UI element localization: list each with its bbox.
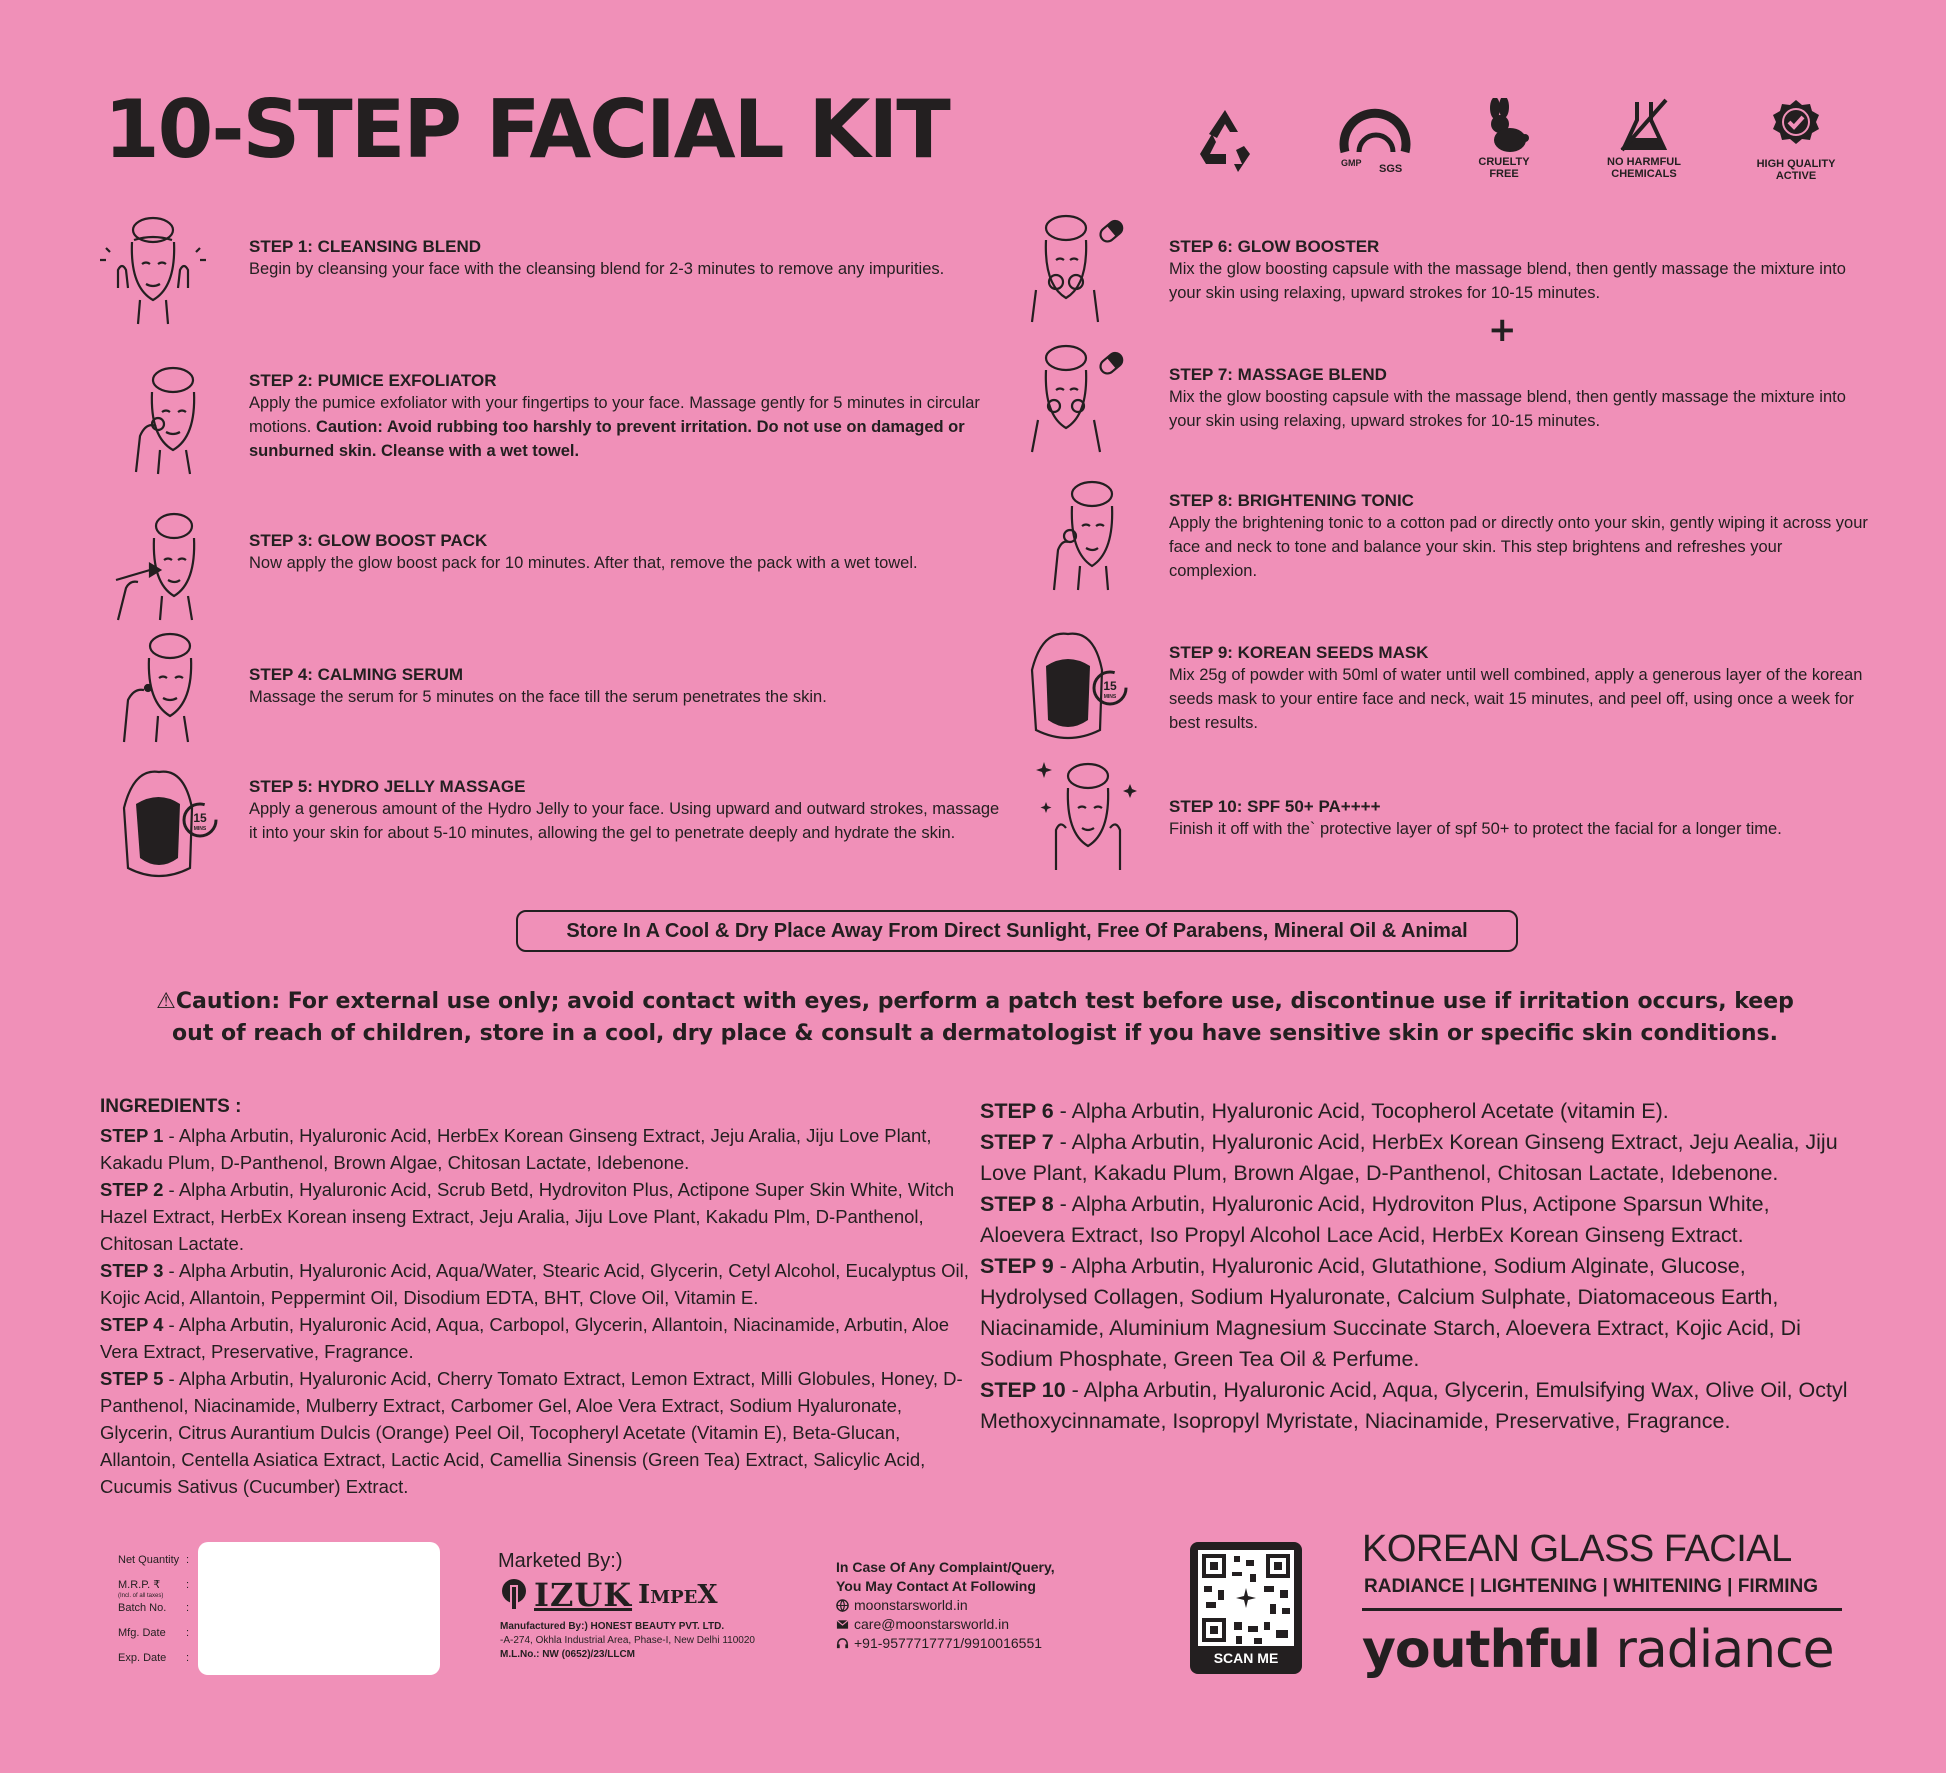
ingredient-step-5 [100,1365,970,1500]
contact-phone[interactable]: +91-9577717771/9910016551 [854,1635,1043,1651]
ingredient-label: STEP 1 [100,1125,164,1146]
ingredient-text: - Alpha Arbutin, Hyaluronic Acid, Aqua/Water, Stearic Acid, Glycerin, Cetyl Alcohol, Eucalyptus Oil, Kojic Acid, Allantoin, Peppermint Oil, Disodium EDTA, BHT, Clove Oil, Vitamin E. [100,1260,969,1308]
ingredient-label: STEP 8 [980,1192,1054,1216]
step-7 [1169,364,1869,433]
field-colon: : [186,1602,190,1614]
step-body: Mix 25g of powder with 50ml of water until well combined, apply a generous layer of the korean seeds mask to your entire face and neck, wait 15 minutes, and peel off, using once a week for best results. [1169,666,1863,732]
ingredient-text: - Alpha Arbutin, Hyaluronic Acid, Cherry Tomato Extract, Lemon Extract, Milli Globules, Honey, D-Panthenol, Niacinamide, Mulberry Extract, Carbomer Gel, Aloe Vera Extract, Sodium Hyaluronate, Glycerin, Citrus Aurantium Dulcis (Orange) Peel Oil, Tocopheryl Acetate (Vitamin E), Beta-Glucan, Allantoin, Centella Asiatica Extract, Lactic Acid, Camellia Sinensis (Green Tea) Extract, Salicylic Acid, Cucumis Sativus (Cucumber) Extract. [100,1368,963,1497]
tagline-light: radiance [1599,1620,1834,1680]
product-field-labels [118,1548,190,1671]
cruelty-free-badge [1444,98,1564,180]
ingredient-step-10 [980,1375,1850,1437]
ingredient-text: - Alpha Arbutin, Hyaluronic Acid, HerbEx Korean Ginseng Extract, Jeju Aralia, Jiju Love Plant, Kakadu Plum, D-Panthenol, Brown Algae, Chitosan Lactate, Idebenone. [100,1125,932,1173]
step-3 [249,530,1009,575]
field-colon: : [186,1627,190,1639]
timer-unit-text: MINS [193,826,207,832]
step-8 [1169,490,1869,583]
license-number: M.L.No.: NW (0652)/23/LLCM [500,1649,636,1660]
no-chemicals-flask-icon [1614,98,1674,154]
ingredient-text: - Alpha Arbutin, Hyaluronic Acid, Hydroviton Plus, Actipone Sparsun White, Aloevera Extract, Iso Propyl Alcohol Lace Acid, HerbEx Korean Ginseng Extract. [980,1192,1770,1247]
step-body: Apply a generous amount of the Hydro Jelly to your face. Using upward and outward strokes, massage it into your skin for about 5-10 minutes, allowing the gel to penetrate deeply and hydrate the skin. [249,800,1000,842]
page-title: 10-STEP FACIAL KIT [104,83,949,176]
batch-info-box [198,1542,440,1675]
step-6 [1169,236,1869,305]
tagline-bold: youthful [1362,1620,1600,1680]
step-body: Apply the brightening tonic to a cotton pad or directly onto your skin, gently wiping it across your face and neck to tone and balance your skin. This step brightens and refreshes your complexion. [1169,514,1868,580]
step-body: Now apply the glow boost pack for 10 minutes. After that, remove the pack with a wet towel. [249,554,918,572]
brand-tagline [1362,1620,1834,1680]
headset-icon [836,1637,849,1650]
field-colon: : [186,1652,190,1664]
face-brush-pack-icon [112,508,222,623]
cruelty-free-label: CRUELTY FREE [1478,156,1530,180]
marketed-by-label: Marketed By:) [498,1550,623,1572]
ingredient-text: - Alpha Arbutin, Hyaluronic Acid, HerbEx Korean Ginseng Extract, Jeju Aealia, Jiju Love Plant, Kakadu Plum, Brown Algae, D-Panthenol, Chitosan Lactate, Idebenone. [980,1130,1838,1185]
logo-izuk-text: IZUK [534,1576,633,1614]
step-9 [1169,642,1869,735]
step-title: STEP 8: BRIGHTENING TONIC [1169,491,1414,510]
step-title: STEP 2: PUMICE EXFOLIATOR [249,371,497,390]
ingredient-text: - Alpha Arbutin, Hyaluronic Acid, Glutathione, Sodium Alginate, Glucose, Hydrolysed Collagen, Sodium Hyaluronate, Calcium Sulphate, Diatomaceous Earth, Niacinamide, Aluminium Magnesium Succinate Starch, Aloevera Extract, Kojic Acid, Di Sodium Phosphate, Green Tea Oil & Perfume. [980,1254,1801,1371]
gmp-sgs-badge [1316,100,1436,180]
brand-title: KOREAN GLASS FACIAL [1362,1528,1792,1570]
caution-notice [150,986,1800,1050]
ingredient-step-9 [980,1251,1850,1375]
gmp-text: GMP [1341,158,1362,168]
step-title: STEP 9: KOREAN SEEDS MASK [1169,643,1429,662]
gmp-sgs-icon [1335,100,1417,180]
manufacturer-info [500,1620,755,1662]
step-body: Finish it off with the` protective layer of spf 50+ to protect the facial for a longer time. [1169,820,1782,838]
manufactured-by: Manufactured By:) HONEST BEAUTY PVT. LTD. [500,1621,725,1632]
step-10 [1169,796,1869,841]
ingredient-label: STEP 5 [100,1368,164,1389]
step-title: STEP 10: SPF 50+ PA++++ [1169,797,1381,816]
mail-icon [836,1619,849,1630]
storage-note: Store In A Cool & Dry Place Away From Direct Sunlight, Free Of Parabens, Mineral Oil & Animal [516,910,1518,952]
step-1 [249,236,1009,281]
izuk-impex-logo [500,1576,718,1614]
qr-code-icon [1190,1542,1302,1654]
contact-phone-row [836,1634,1055,1653]
scan-me-label: SCAN ME [1213,1650,1279,1666]
brand-divider [1362,1608,1842,1611]
face-serum-icon [112,630,222,745]
ingredient-text: - Alpha Arbutin, Hyaluronic Acid, Aqua, Carbopol, Glycerin, Allantoin, Niacinamide, Arbutin, Aloe Vera Extract, Preservative, Fragrance. [100,1314,950,1362]
izuk-emblem-icon [500,1577,528,1613]
high-quality-badge [1736,98,1856,182]
globe-icon [836,1599,849,1612]
step-body: Massage the serum for 5 minutes on the face till the serum penetrates the skin. [249,688,827,706]
step-2 [249,370,1009,463]
step-5 [249,776,1009,845]
no-harmful-chemicals-badge [1584,98,1704,180]
sgs-text: SGS [1379,163,1403,175]
rabbit-icon [1474,98,1534,154]
step-title: STEP 6: GLOW BOOSTER [1169,237,1380,256]
brand-benefits: RADIANCE | LIGHTENING | WHITENING | FIRMING [1364,1576,1818,1597]
step-body: Mix the glow boosting capsule with the massage blend, then gently massage the mixture into your skin using relaxing, upward strokes for 10-15 minutes. [1169,260,1846,302]
net-quantity-label: Net Quantity [118,1554,180,1566]
step-body-text: Apply the pumice exfoliator with your fingertips to your face. Massage gently for 5 minutes in circular motions. [249,394,980,436]
recycle-icon [1190,104,1260,174]
ingredients-left-column [100,1122,970,1500]
face-tonic-icon [1040,478,1150,593]
ingredient-step-2 [100,1176,970,1257]
ingredient-label: STEP 10 [980,1378,1066,1402]
step-body [249,391,1009,463]
ingredient-step-1 [100,1122,970,1176]
step-body: Mix the glow boosting capsule with the massage blend, then gently massage the mixture into your skin using relaxing, upward strokes for 10-15 minutes. [1169,388,1846,430]
step-title: STEP 5: HYDRO JELLY MASSAGE [249,777,526,796]
plus-sign: + [1488,310,1517,350]
contact-heading-1: In Case Of Any Complaint/Query, [836,1559,1055,1575]
recycle-badge [1165,104,1285,174]
timer-value-text-2: 15 [1103,679,1117,693]
step-title: STEP 3: GLOW BOOST PACK [249,531,488,550]
ingredient-step-7 [980,1127,1850,1189]
ingredient-text: - Alpha Arbutin, Hyaluronic Acid, Aqua, Glycerin, Emulsifying Wax, Olive Oil, Octyl Methoxycinnamate, Isopropyl Myristate, Niacinamide, Preservative, Fragrance. [980,1378,1848,1433]
contact-email-row [836,1615,1055,1634]
contact-heading-2: You May Contact At Following [836,1578,1036,1594]
caution-line-2: out of reach of children, store in a cool, dry place & consult a dermatologist if you have sensitive skin or specific skin conditions. [172,1021,1778,1046]
mrp-note: (Incl. of all taxes) [118,1593,164,1599]
step-title: STEP 1: CLEANSING BLEND [249,237,482,256]
ingredients-right-column [980,1096,1850,1437]
step-caution-text: Caution: Avoid rubbing too harshly to prevent irritation. Do not use on damaged or sunburned skin. Cleanse with a wet towel. [249,418,965,460]
step-title: STEP 7: MASSAGE BLEND [1169,365,1387,384]
face-massage-blend-icon [1018,340,1128,455]
ingredient-step-3 [100,1257,970,1311]
ingredient-step-8 [980,1189,1850,1251]
ingredient-label: STEP 6 [980,1099,1054,1123]
warning-icon: ⚠ [156,989,176,1014]
caution-line-1: Caution: For external use only; avoid contact with eyes, perform a patch test before use, discontinue use if irritation occurs, keep [175,989,1794,1014]
field-colon: : [186,1554,190,1566]
field-colon: : [186,1579,190,1591]
ingredient-label: STEP 2 [100,1179,164,1200]
ingredients-heading: INGREDIENTS : [100,1096,242,1117]
ingredient-label: STEP 7 [980,1130,1054,1154]
ingredient-text: - Alpha Arbutin, Hyaluronic Acid, Tocopherol Acetate (vitamin E). [1053,1099,1669,1123]
step-title: STEP 4: CALMING SERUM [249,665,464,684]
ingredient-label: STEP 3 [100,1260,164,1281]
contact-email[interactable]: care@moonstarsworld.in [854,1616,1010,1632]
face-glow-booster-icon [1018,210,1128,325]
timer-unit-text-2: MINS [1103,694,1117,700]
step-body: Begin by cleansing your face with the cleansing blend for 2-3 minutes to remove any impurities. [249,260,945,278]
timer-value-text: 15 [193,811,207,825]
contact-info [836,1558,1055,1653]
ingredient-label: STEP 9 [980,1254,1054,1278]
manufacturer-address: -A-274, Okhla Industrial Area, Phase-I, New Delhi 110020 [500,1635,755,1646]
step-4 [249,664,1009,709]
exp-date-label: Exp. Date [118,1652,167,1664]
ingredient-label: STEP 4 [100,1314,164,1335]
face-exfoliate-icon [118,362,228,477]
ingredient-step-4 [100,1311,970,1365]
batch-label: Batch No. [118,1602,167,1614]
no-harmful-chemicals-label: NO HARMFUL CHEMICALS [1607,156,1681,180]
ingredient-text: - Alpha Arbutin, Hyaluronic Acid, Scrub Betd, Hydroviton Plus, Actipone Super Skin White, Witch Hazel Extract, HerbEx Korean inseng Extract, Jeju Aralia, Jiju Love Plant, Kakadu Plm, D-Panthenol, Chitosan Lactate. [100,1179,955,1254]
quality-check-icon [1766,98,1826,156]
timer-15-mins-icon-2 [1090,668,1130,708]
high-quality-label: HIGH QUALITY ACTIVE [1756,158,1836,182]
timer-15-mins-icon [180,800,220,840]
face-spf-sparkle-icon [1032,758,1142,873]
contact-website[interactable]: moonstarsworld.in [854,1597,968,1613]
logo-impex-text: ImpeX [638,1580,718,1610]
ingredient-step-6 [980,1096,1850,1127]
mfg-date-label: Mfg. Date [118,1627,166,1639]
mrp-label: M.R.P. ₹ [118,1579,161,1591]
face-splash-icon [98,212,208,327]
contact-website-row [836,1596,1055,1615]
